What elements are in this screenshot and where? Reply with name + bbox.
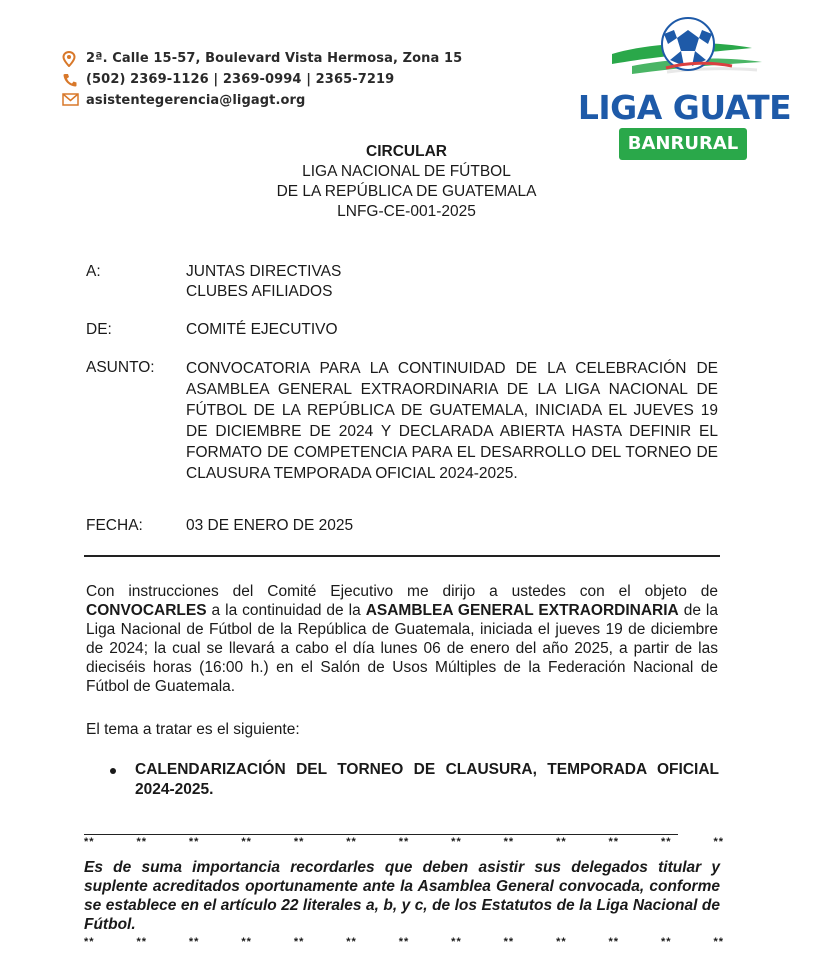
- date-label: FECHA:: [86, 517, 143, 534]
- body-paragraph: [86, 582, 718, 696]
- soccer-ball-icon: [562, 12, 807, 92]
- star-mark: **: [188, 936, 200, 948]
- subject-label: ASUNTO:: [86, 359, 155, 376]
- circular-code: LNFG-CE-001-2025: [337, 203, 476, 220]
- circular-title: CIRCULAR: [366, 143, 447, 160]
- to-line2: CLUBES AFILIADOS: [186, 283, 333, 300]
- phone-text: (502) 2369-1126 | 2369-0994 | 2365-7219: [86, 72, 395, 87]
- circular-line2: DE LA REPÚBLICA DE GUATEMALA: [276, 183, 537, 200]
- circular-line1: LIGA NACIONAL DE FÚTBOL: [302, 163, 511, 180]
- circular-title-block: [0, 142, 813, 222]
- address-row: [62, 48, 462, 69]
- topic-bullet-text: CALENDARIZACIÓN DEL TORNEO DE CLAUSURA, TEMPORADA OFICIAL 2024-2025.: [135, 761, 719, 798]
- banrural-badge: BANRURAL: [619, 128, 747, 160]
- star-mark: **: [346, 836, 357, 848]
- star-mark: **: [293, 836, 305, 848]
- star-mark: **: [556, 936, 567, 948]
- star-mark: **: [608, 936, 620, 948]
- star-mark: **: [398, 936, 410, 948]
- body-p1-d: ASAMBLEA GENERAL EXTRAORDINARIA: [365, 602, 679, 619]
- contact-block: [62, 48, 462, 111]
- star-mark: **: [713, 936, 724, 948]
- star-mark: **: [660, 936, 672, 948]
- star-mark: **: [451, 936, 462, 948]
- body-p1-c: a la continuidad de la: [206, 602, 366, 619]
- date-value: 03 DE ENERO DE 2025: [186, 517, 354, 534]
- star-mark: **: [556, 836, 567, 848]
- star-mark: **: [503, 836, 515, 848]
- star-mark: **: [293, 936, 305, 948]
- star-mark: **: [660, 836, 672, 848]
- star-mark: **: [503, 936, 515, 948]
- stars-row-bottom: [84, 936, 724, 948]
- subject-value: CONVOCATORIA PARA LA CONTINUIDAD DE LA CELEBRACIÓN DE ASAMBLEA GENERAL EXTRAORDINARIA DE LA LIGA NACIONAL DE FÚTBOL DE LA REPÚBLICA DE GUATEMALA, INICIADA EL JUEVES 19 DE DICIEMBRE DE 2024 Y DECLARADA ABIERTA HASTA DEFINIR EL FORMATO DE COMPETENCIA PARA EL DESARROLLO DEL TORNEO DE CLAUSURA TEMPORADA OFICIAL 2024-2025.: [186, 360, 718, 482]
- star-mark: **: [608, 836, 620, 848]
- star-mark: **: [713, 836, 724, 848]
- star-mark: **: [136, 836, 148, 848]
- star-mark: **: [84, 936, 95, 948]
- body-p1-b: CONVOCARLES: [86, 602, 207, 619]
- logo-wordmark: LIGA GUATE: [577, 88, 792, 127]
- body-p1-a: Con instrucciones del Comité Ejecutivo me dirijo a ustedes con el objeto de: [86, 583, 718, 600]
- phone-icon: [62, 72, 80, 88]
- stars-row-top: [84, 836, 724, 848]
- to-line1: JUNTAS DIRECTIVAS: [186, 263, 342, 280]
- body-p1-e: de la Liga Nacional de Fútbol de la República de Guatemala, iniciada el jueves 19 de diciembre de 2024; la cual se llevará a cabo el día lunes 06 de enero del año 2025, a partir de las dieciséis horas (16:00 h.) en el Salón de Usos Múltiples de la Federación Nacional de Fútbol de Guatemala.: [86, 602, 718, 695]
- star-mark: **: [398, 836, 410, 848]
- topic-bullet: [113, 760, 719, 800]
- liga-guate-logo: [562, 12, 807, 154]
- bullet-dot: [110, 768, 116, 774]
- address-text: 2ª. Calle 15-57, Boulevard Vista Hermosa, Zona 15: [86, 51, 463, 66]
- star-mark: **: [451, 836, 462, 848]
- mail-icon: [62, 93, 80, 109]
- to-label: A:: [86, 263, 101, 280]
- star-mark: **: [136, 936, 148, 948]
- star-mark: **: [84, 836, 95, 848]
- star-mark: **: [346, 936, 357, 948]
- star-mark: **: [241, 936, 252, 948]
- location-pin-icon: [62, 51, 80, 67]
- body-topic-intro: El tema a tratar es el siguiente:: [86, 721, 300, 738]
- from-value: COMITÉ EJECUTIVO: [186, 321, 338, 338]
- notice-divider: [84, 834, 678, 835]
- phone-row: [62, 69, 462, 90]
- notice-paragraph: Es de suma importancia recordarles que deben asistir sus delegados titular y suplente acreditados oportunamente ante la Asamblea General convocada, conforme se establece en el artículo 22 literales a, b, y c, de los Estatutos de la Liga Nacional de Fútbol.: [84, 859, 720, 933]
- star-mark: **: [188, 836, 200, 848]
- email-row: [62, 90, 462, 111]
- to-value: [186, 262, 718, 302]
- star-mark: **: [241, 836, 252, 848]
- header-divider: [84, 555, 720, 557]
- from-label: DE:: [86, 321, 112, 338]
- email-text[interactable]: asistentegerencia@ligagt.org: [86, 93, 306, 108]
